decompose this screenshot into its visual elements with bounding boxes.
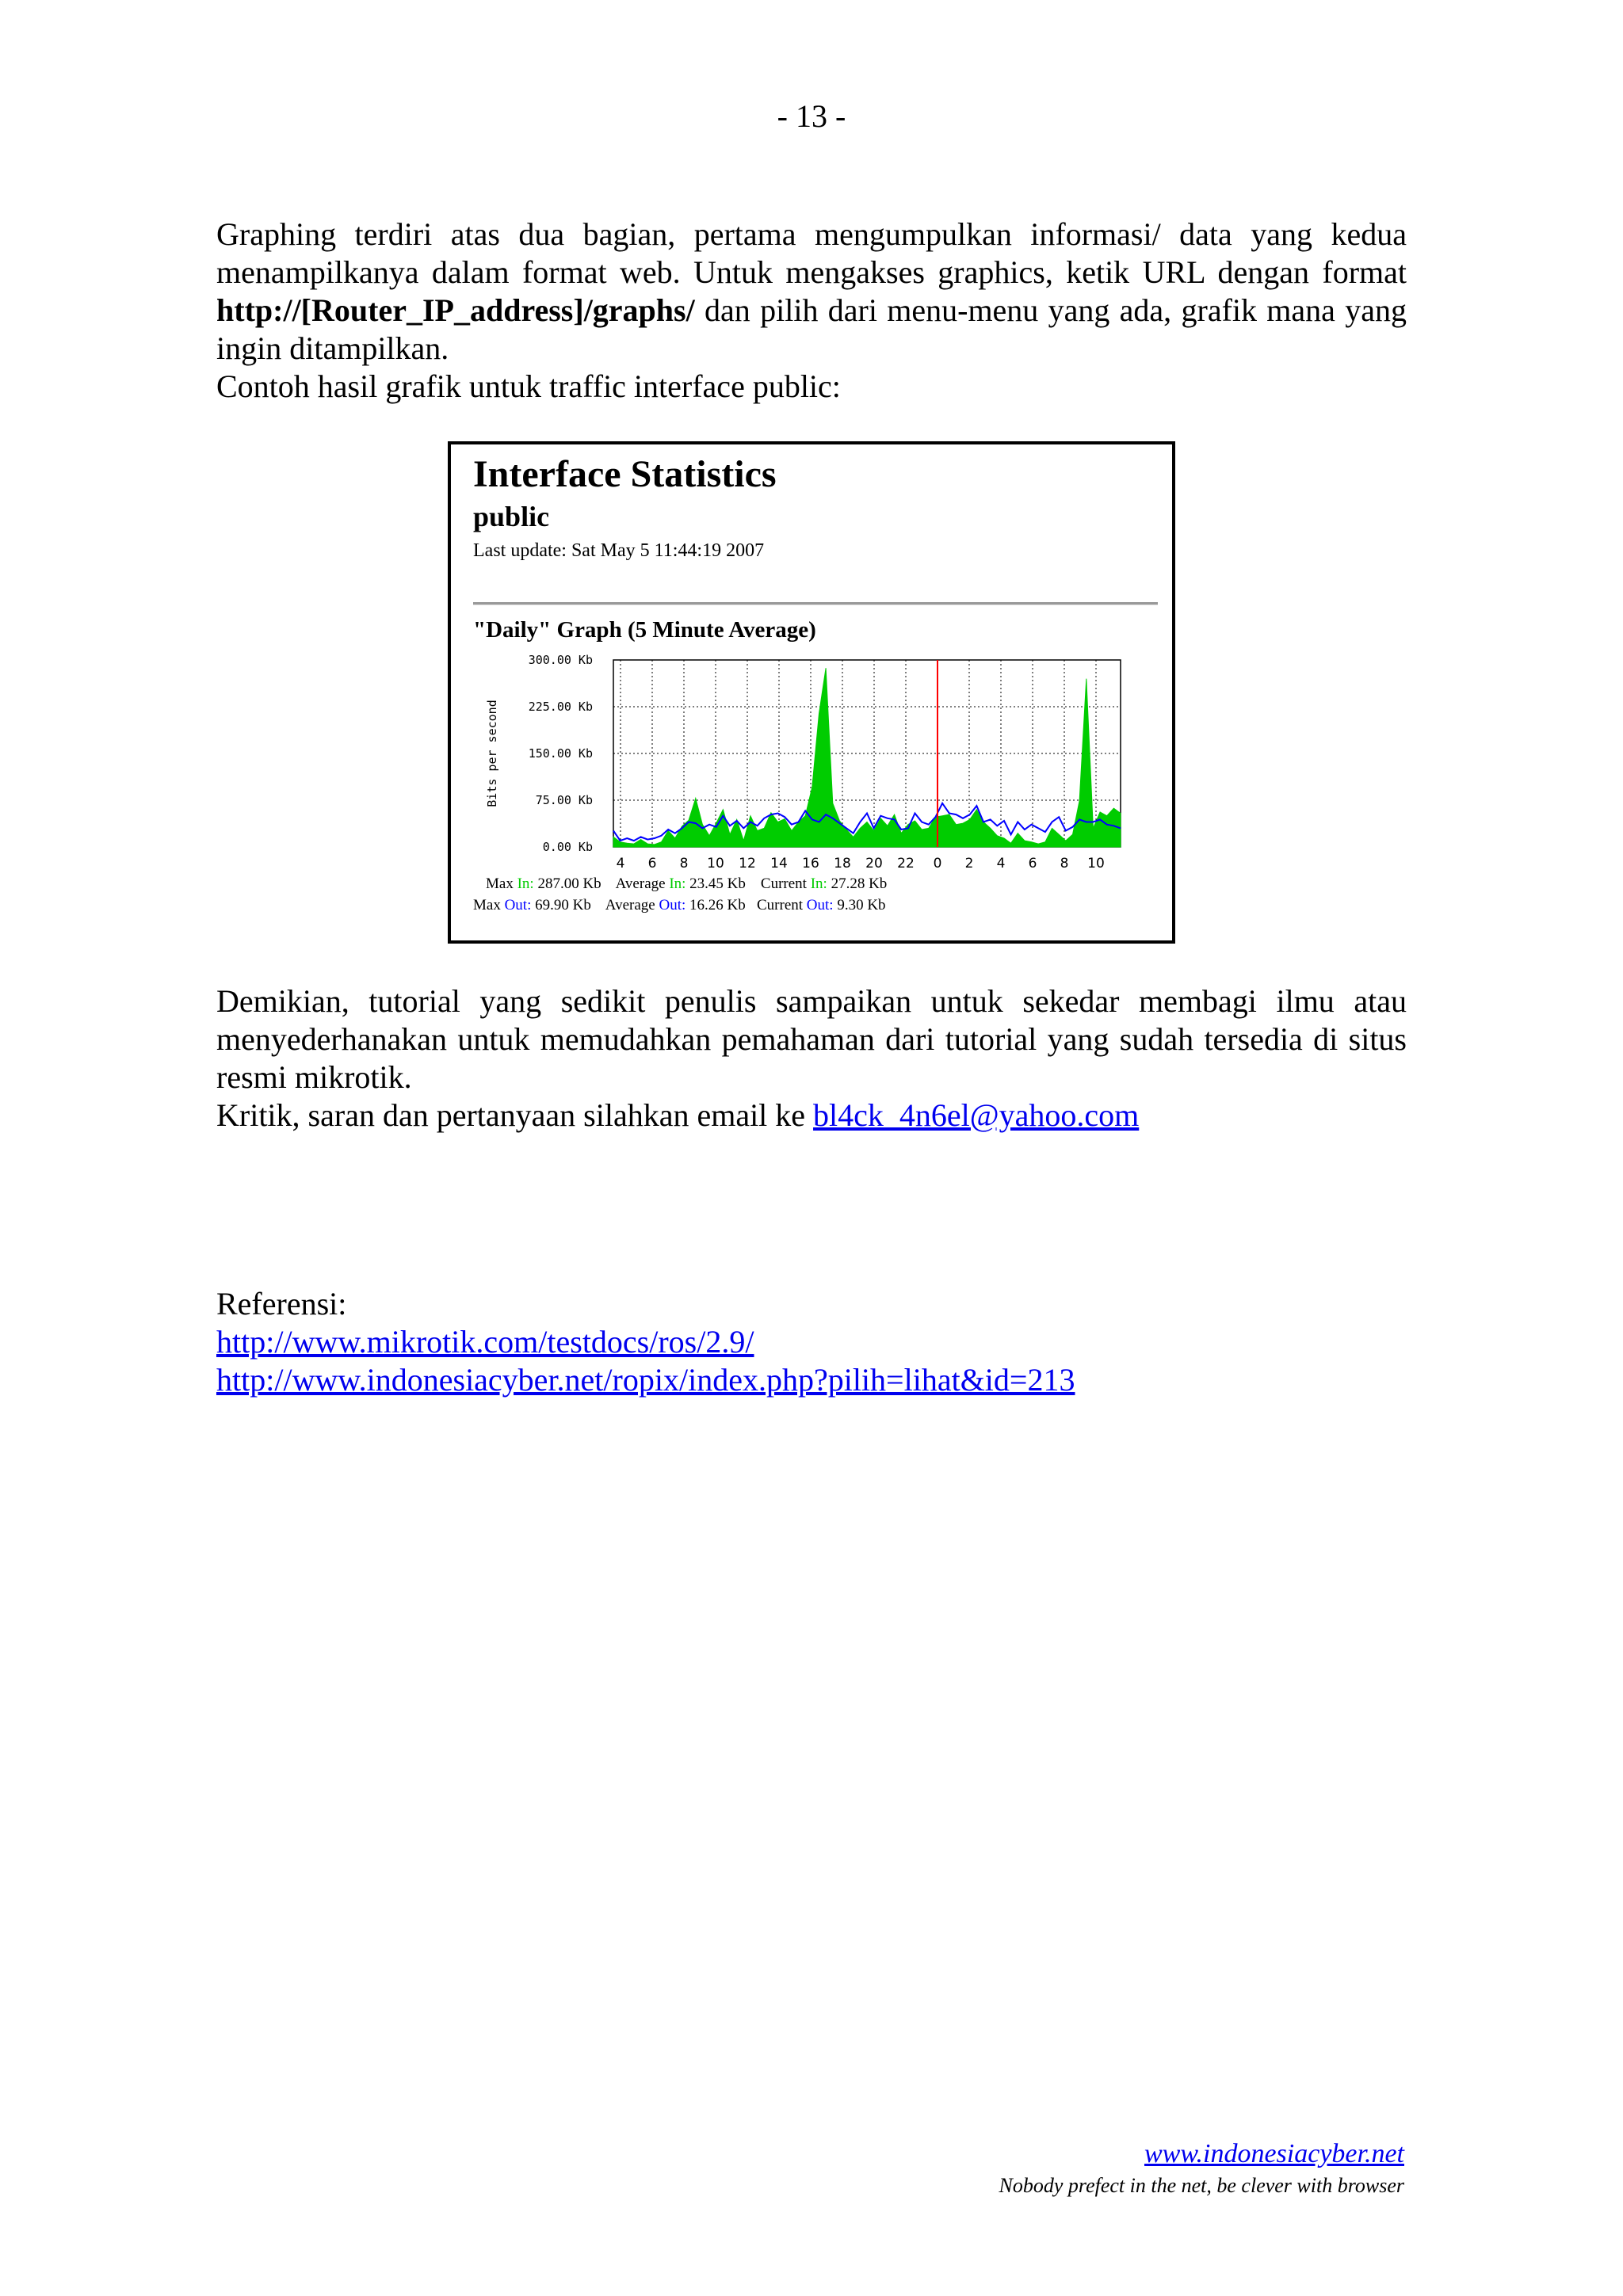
interface-statistics-figure	[448, 441, 1175, 944]
x-tick-label: 0	[933, 856, 942, 871]
x-tick-label: 8	[679, 856, 689, 871]
paragraph-graphing	[216, 215, 1407, 368]
x-tick-label: 10	[707, 856, 724, 871]
x-tick-label: 18	[834, 856, 851, 871]
max-out-value: 69.90 Kb	[535, 897, 591, 913]
max-in-value: 287.00 Kb	[537, 875, 601, 892]
stats-row-out	[473, 897, 886, 914]
out-label: Out:	[806, 897, 834, 913]
x-tick-label: 4	[996, 856, 1006, 871]
paragraph-conclusion: Demikian, tutorial yang sedikit penulis sampaikan untuk sekedar membagi ilmu atau menyederhanakan untuk memudahkan pemahaman dari tutorial yang sudah tersedia di situs resmi mikrotik.	[216, 983, 1407, 1095]
x-tick-label: 20	[865, 856, 883, 871]
x-tick-label: 16	[802, 856, 819, 871]
y-tick-label: 225.00 Kb	[528, 700, 593, 714]
average-out-value: 16.26 Kb	[689, 897, 746, 913]
y-axis-label: Bits per second	[485, 700, 499, 807]
references-heading: Referensi:	[216, 1286, 347, 1322]
page-number: - 13 -	[777, 98, 846, 134]
stats-row-in	[486, 875, 887, 893]
reference-link[interactable]: http://www.indonesiacyber.net/ropix/index.php?pilih=lihat&id=213	[216, 1362, 1075, 1398]
x-tick-label: 8	[1060, 856, 1069, 871]
graph-title: "Daily" Graph (5 Minute Average)	[473, 617, 816, 643]
y-tick-label: 0.00 Kb	[542, 840, 593, 854]
current-label: Current	[760, 875, 807, 892]
contact-text: Kritik, saran dan pertanyaan silahkan email ke	[216, 1097, 814, 1133]
average-label: Average	[605, 897, 655, 913]
out-label: Out:	[659, 897, 686, 913]
traffic-chart	[451, 444, 1172, 940]
x-tick-label: 14	[770, 856, 788, 871]
reference-link-indonesiacyber	[216, 1361, 1407, 1399]
x-tick-label: 22	[897, 856, 915, 871]
max-label: Max	[473, 897, 501, 913]
max-label: Max	[486, 875, 514, 892]
graphs-url: http://[Router_IP_address]/graphs/	[216, 292, 695, 328]
paragraph-graphing-text-b: dan pilih dari menu-menu yang ada, grafik mana yang ingin ditampilkan.	[216, 292, 1407, 366]
x-tick-label: 6	[1028, 856, 1037, 871]
paragraph-graphing-text-a: Graphing terdiri atas dua bagian, pertama mengumpulkan informasi/ data yang kedua menampilkanya dalam format web. Untuk mengakses graphics, ketik URL dengan format	[216, 216, 1407, 290]
average-in-value: 23.45 Kb	[689, 875, 746, 892]
reference-link-mikrotik	[216, 1323, 1407, 1361]
figure-title: Interface Statistics	[473, 453, 777, 495]
y-tick-label: 150.00 Kb	[528, 746, 593, 761]
in-label: In:	[810, 875, 827, 892]
x-tick-label: 6	[647, 856, 657, 871]
figure-subtitle: public	[473, 501, 550, 532]
footer-website-link[interactable]: www.indonesiacyber.net	[1144, 2139, 1404, 2168]
reference-link[interactable]: http://www.mikrotik.com/testdocs/ros/2.9/	[216, 1324, 754, 1360]
in-label: In:	[517, 875, 534, 892]
last-update: Last update: Sat May 5 11:44:19 2007	[473, 540, 765, 561]
average-label: Average	[615, 875, 666, 892]
x-tick-label: 10	[1087, 856, 1105, 871]
footer-tagline: Nobody prefect in the net, be clever with browser	[999, 2174, 1404, 2197]
current-in-value: 27.28 Kb	[831, 875, 888, 892]
x-tick-label: 12	[739, 856, 756, 871]
y-tick-label: 300.00 Kb	[528, 653, 593, 667]
paragraph-example: Contoh hasil grafik untuk traffic interface public:	[216, 368, 841, 404]
current-out-value: 9.30 Kb	[837, 897, 886, 913]
out-label: Out:	[504, 897, 532, 913]
current-label: Current	[757, 897, 804, 913]
x-tick-label: 4	[616, 856, 625, 871]
y-tick-label: 75.00 Kb	[535, 793, 593, 807]
in-label: In:	[669, 875, 686, 892]
email-link[interactable]: bl4ck_4n6el@yahoo.com	[813, 1097, 1140, 1133]
paragraph-contact	[216, 1097, 1407, 1135]
x-tick-label: 2	[964, 856, 974, 871]
